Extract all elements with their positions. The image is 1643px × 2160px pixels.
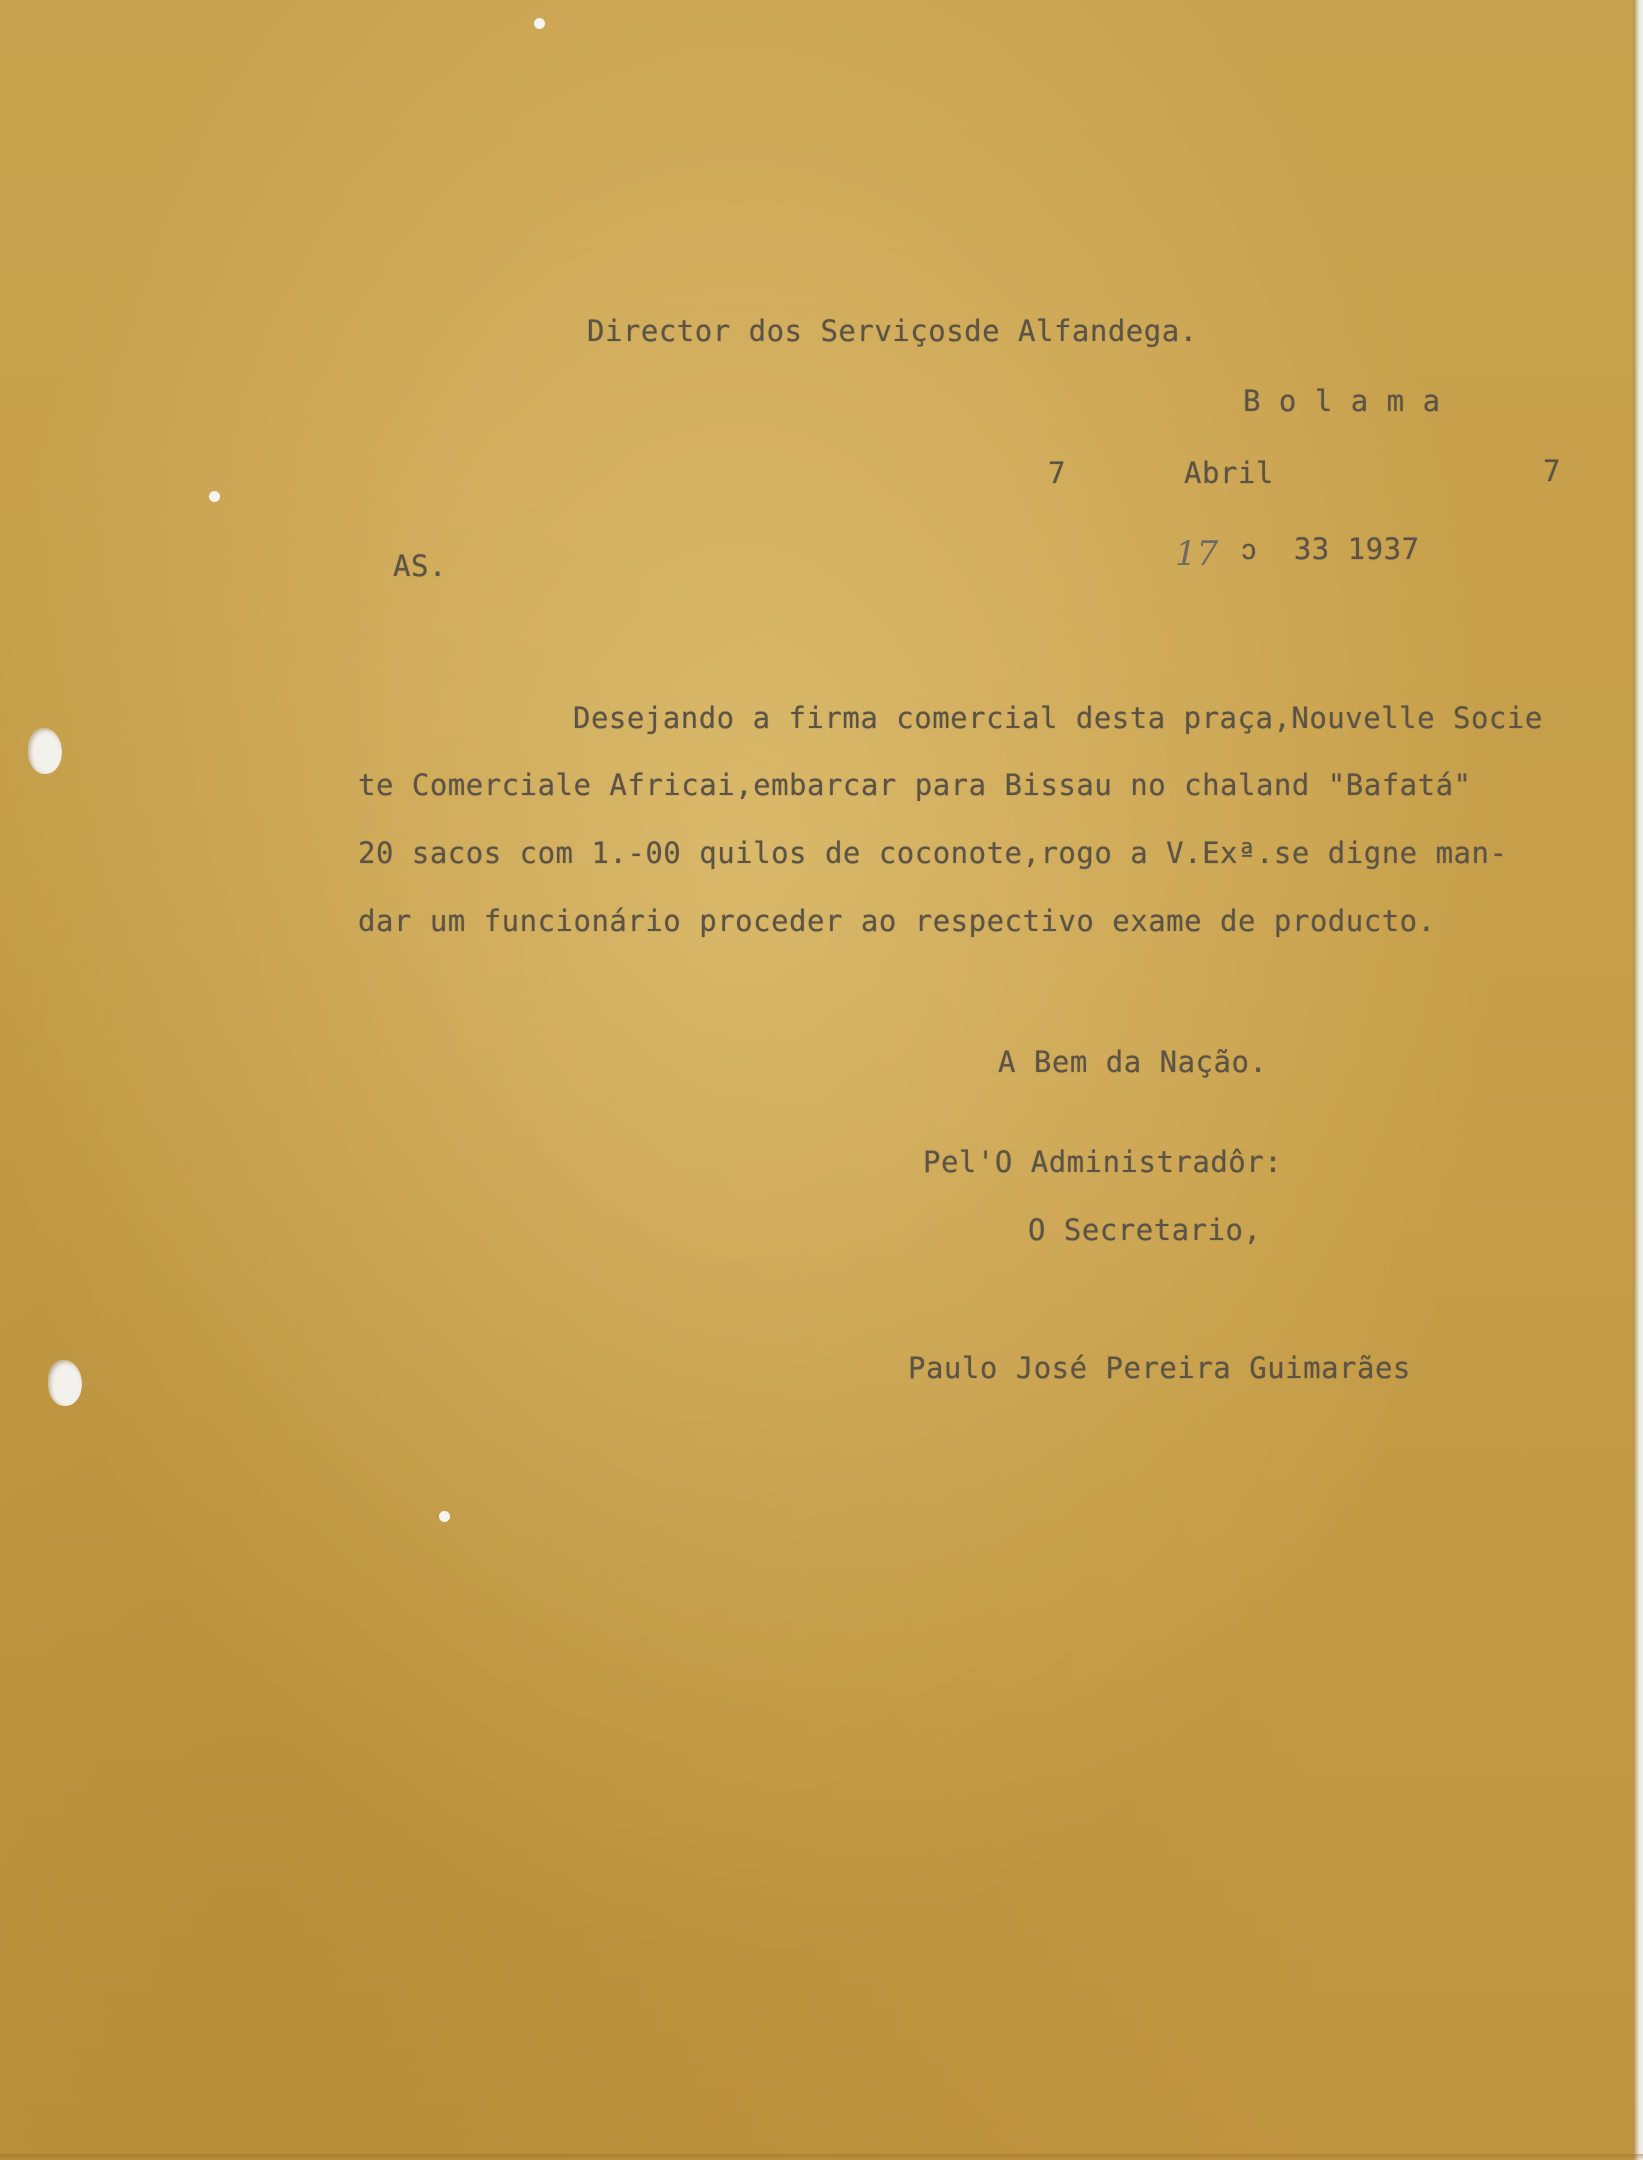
date-day: 7 bbox=[1048, 456, 1066, 490]
reference-stamp: ↄ 33 1937 bbox=[1240, 532, 1420, 566]
body-line: te Comerciale Africai,embarcar para Bissau no chaland "Bafatá" bbox=[358, 768, 1472, 802]
date-extra: 7 bbox=[1543, 454, 1561, 488]
paper-speck bbox=[439, 1511, 450, 1522]
body-line: Desejando a firma comercial desta praça,Nouvelle Socie bbox=[573, 701, 1543, 735]
date-month: Abril bbox=[1184, 456, 1274, 490]
scan-edge bbox=[1633, 0, 1643, 2160]
punch-hole-top bbox=[28, 728, 62, 774]
body-line: 20 sacos com 1.-00 quilos de coconote,rogo a V.Exª.se digne man- bbox=[358, 836, 1508, 870]
destination-line: B o l a m a bbox=[1243, 384, 1441, 418]
signatory-name: Paulo José Pereira Guimarães bbox=[908, 1351, 1411, 1385]
signature-subtitle: O Secretario, bbox=[1028, 1213, 1262, 1247]
reference-code: AS. bbox=[393, 549, 447, 583]
punch-hole-bottom bbox=[48, 1360, 82, 1406]
paper-speck bbox=[534, 18, 545, 29]
paper-bottom-edge bbox=[0, 2154, 1643, 2160]
body-line: dar um funcionário proceder ao respectivo exame de producto. bbox=[358, 904, 1436, 938]
addressee-line: Director dos Serviçosde Alfandega. bbox=[587, 314, 1198, 348]
closing-line: A Bem da Nação. bbox=[998, 1045, 1268, 1079]
reference-handwritten: 17 bbox=[1175, 534, 1219, 574]
signature-title: Pel'O Administradôr: bbox=[923, 1145, 1283, 1179]
paper-speck bbox=[209, 491, 220, 502]
